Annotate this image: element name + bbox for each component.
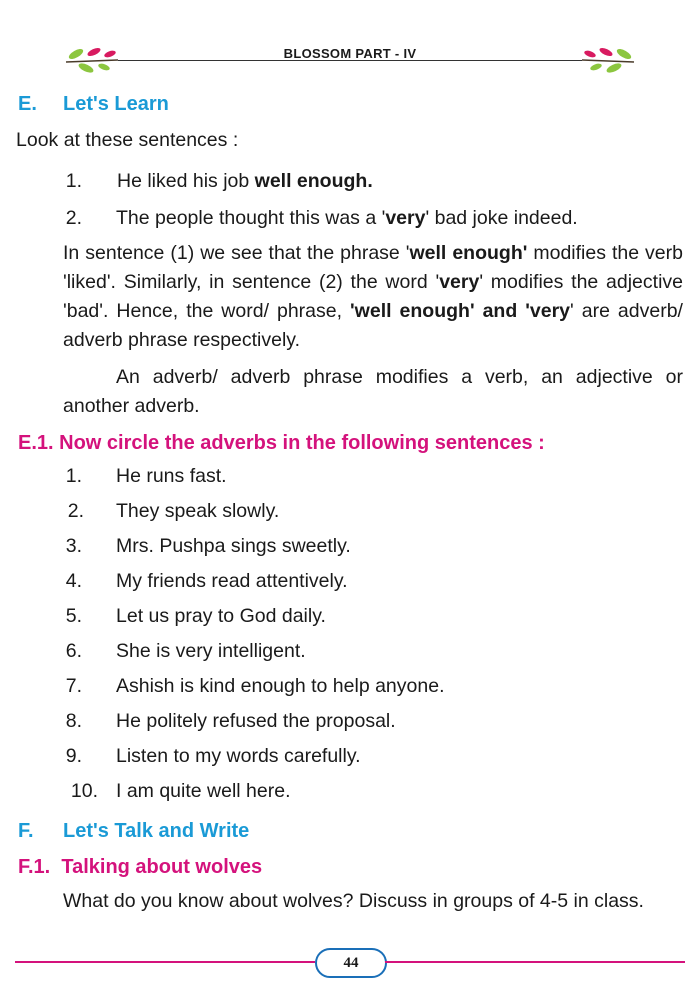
item-number: 1. — [65, 170, 82, 192]
page-number: 44 — [315, 948, 387, 978]
intro-text: Look at these sentences : — [16, 129, 239, 151]
footer-rule — [15, 961, 315, 963]
section-title: Let's Talk and Write — [63, 820, 250, 842]
item-number: 4. — [65, 570, 82, 592]
item-text: She is very intelligent. — [116, 640, 306, 662]
item-text: He liked his job well enough. — [117, 170, 373, 192]
item-text: Mrs. Pushpa sings sweetly. — [116, 535, 351, 557]
leaf-branch-icon — [580, 40, 636, 74]
item-text: Listen to my words carefully. — [116, 745, 361, 767]
item-number: 5. — [65, 605, 82, 627]
item-number: 8. — [65, 710, 82, 732]
page-header — [0, 38, 700, 78]
page-footer — [0, 946, 700, 980]
definition-paragraph: An adverb/ adverb phrase modifies a verb, an adjective or another adverb. — [63, 366, 683, 417]
item-text: Ashish is kind enough to help anyone. — [116, 675, 445, 697]
item-number: 2. — [65, 207, 82, 229]
item-text: I am quite well here. — [116, 780, 291, 802]
discussion-prompt: What do you know about wolves? Discuss in groups of 4-5 in class. — [63, 890, 644, 912]
section-title: F.1. Talking about wolves — [18, 856, 263, 878]
item-number: 6. — [65, 640, 82, 662]
item-text: Let us pray to God daily. — [116, 605, 326, 627]
section-label: F. — [18, 820, 34, 842]
item-number: 10. — [70, 780, 98, 802]
item-number: 9. — [65, 745, 82, 767]
item-number: 2. — [67, 500, 84, 522]
item-number: 7. — [65, 675, 82, 697]
section-title: E.1. Now circle the adverbs in the following sentences : — [18, 432, 545, 454]
explanation-paragraph: In sentence (1) we see that the phrase 'well enough' modifies the verb 'liked'. Similarly, in sentence (2) the word 'very' modifies the adjective 'bad'. Hence, the word/ phrase, 'well enough' and 'very' are adverb/ adverb phrase respectively. — [63, 242, 683, 351]
item-text: My friends read attentively. — [116, 570, 348, 592]
item-number: 1. — [65, 465, 82, 487]
item-text: They speak slowly. — [116, 500, 280, 522]
item-text: He politely refused the proposal. — [116, 710, 396, 732]
section-label: E. — [18, 93, 37, 115]
footer-rule — [385, 961, 685, 963]
book-title: BLOSSOM PART - IV — [283, 46, 417, 61]
item-number: 3. — [65, 535, 82, 557]
section-title: Let's Learn — [63, 93, 169, 115]
item-text: The people thought this was a 'very' bad joke indeed. — [116, 207, 578, 229]
item-text: He runs fast. — [116, 465, 227, 487]
